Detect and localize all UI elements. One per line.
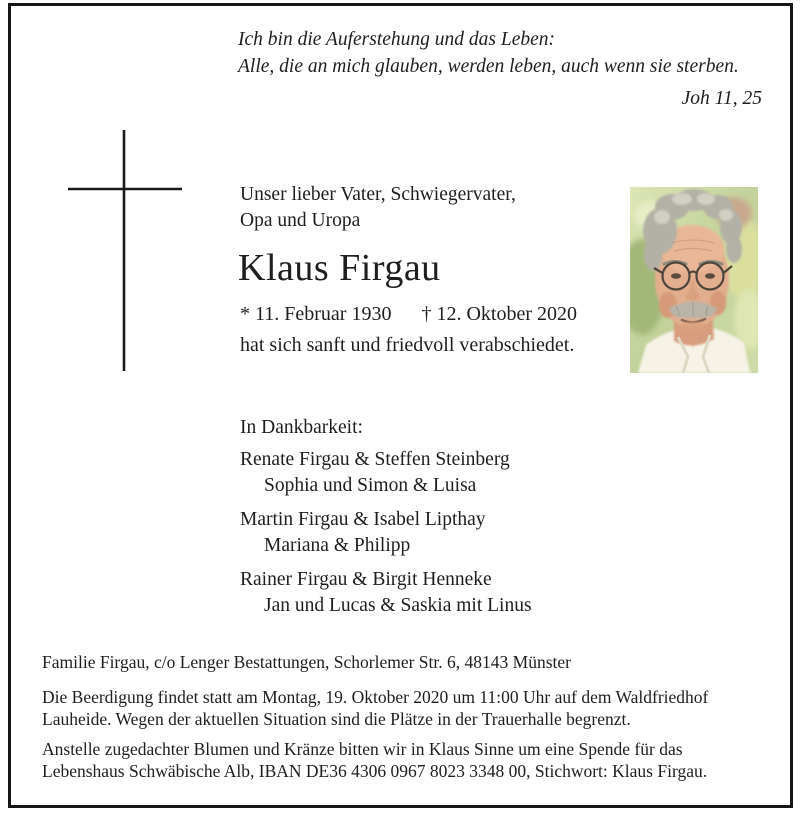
family-parents: Martin Firgau & Isabel Lipthay — [240, 509, 486, 530]
scripture-quote — [238, 26, 739, 80]
family-entry — [240, 447, 532, 499]
portrait-photo — [630, 187, 758, 373]
family-list — [240, 447, 532, 627]
intro-line-1: Unser lieber Vater, Schwiegervater, — [240, 184, 516, 205]
family-children: Jan und Lucas & Saskia mit Linus — [264, 595, 532, 616]
family-entry — [240, 507, 532, 559]
contact-address: Familie Firgau, c/o Lenger Bestattungen, Schorlemer Str. 6, 48143 Münster — [42, 652, 571, 672]
deceased-name: Klaus Firgau — [238, 247, 441, 289]
gratitude-heading: In Dankbarkeit: — [240, 417, 363, 438]
birth-date: * 11. Februar 1930 — [240, 303, 392, 325]
life-dates — [240, 303, 577, 326]
funeral-info-line-2: Lauheide. Wegen der aktuellen Situation sind die Plätze in der Trauerhalle begrenzt. — [42, 709, 631, 729]
family-parents: Rainer Firgau & Birgit Henneke — [240, 569, 492, 590]
intro-text — [240, 182, 516, 234]
scripture-line-2: Alle, die an mich glauben, werden leben, auch wenn sie sterben. — [238, 56, 739, 77]
family-children: Mariana & Philipp — [264, 535, 411, 556]
scripture-reference: Joh 11, 25 — [681, 88, 762, 109]
farewell-text: hat sich sanft und friedvoll verabschiedet. — [240, 334, 575, 356]
funeral-info — [42, 686, 782, 730]
death-date: † 12. Oktober 2020 — [421, 303, 578, 325]
family-entry — [240, 567, 532, 619]
donation-info — [42, 738, 782, 782]
donation-info-line-1: Anstelle zugedachter Blumen und Kränze bitten wir in Klaus Sinne um eine Spende für das — [42, 739, 683, 759]
cross-icon — [60, 123, 190, 378]
donation-info-line-2: Lebenshaus Schwäbische Alb, IBAN DE36 4306 0967 8023 3348 00, Stichwort: Klaus Firgau. — [42, 761, 708, 781]
scripture-line-1: Ich bin die Auferstehung und das Leben: — [238, 29, 556, 50]
family-children: Sophia und Simon & Luisa — [264, 475, 477, 496]
funeral-info-line-1: Die Beerdigung findet statt am Montag, 19. Oktober 2020 um 11:00 Uhr auf dem Waldfriedhof — [42, 687, 709, 707]
intro-line-2: Opa und Uropa — [240, 210, 361, 231]
family-parents: Renate Firgau & Steffen Steinberg — [240, 449, 510, 470]
